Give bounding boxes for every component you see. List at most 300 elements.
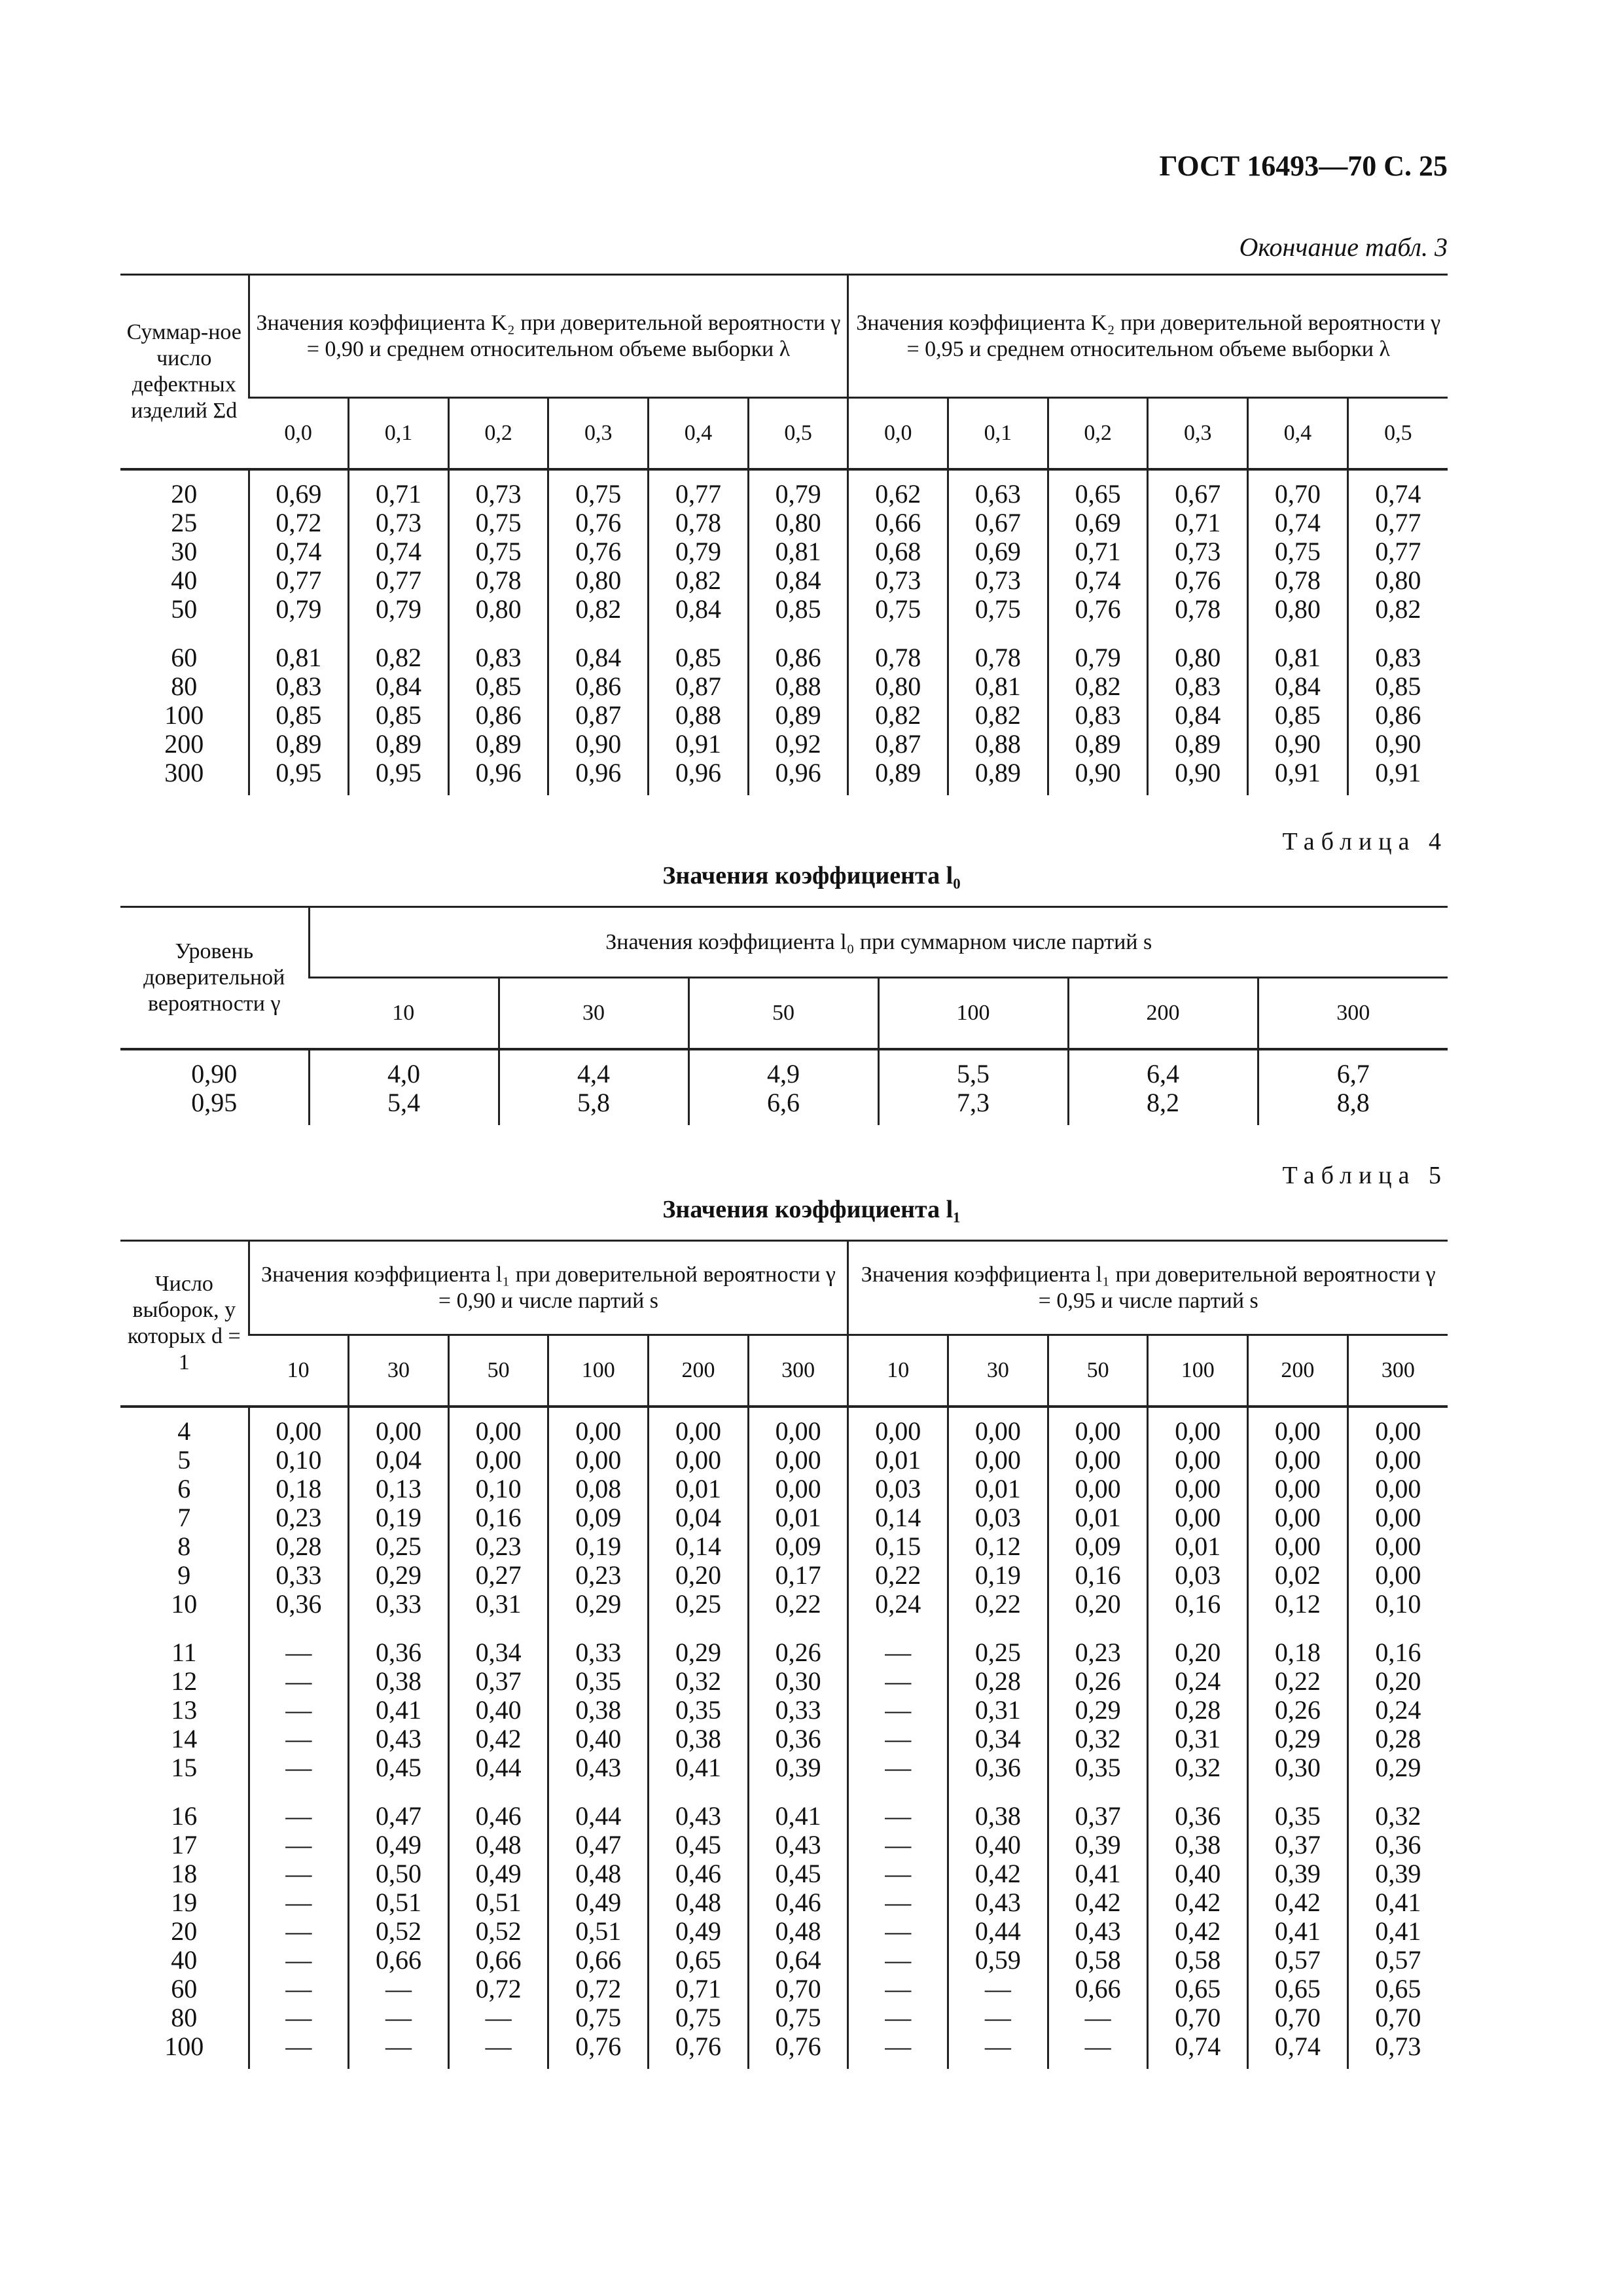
table-cell: 0,46 [448,1782,548,1831]
table4-body [120,1049,1448,1125]
table-cell: 0,57 [1347,1946,1448,1975]
table-cell: 0,33 [748,1696,848,1725]
table-cell: 0,87 [548,701,649,730]
table-cell: — [349,2032,449,2069]
table-cell: 0,16 [1048,1561,1148,1590]
table-cell: — [249,1859,349,1888]
table-cell: 0,45 [748,1859,848,1888]
table-cell: — [948,1975,1048,2003]
table-cell: 0,41 [349,1696,449,1725]
table-cell: 0,67 [1148,469,1248,509]
row-label: 15 [171,1753,198,1782]
table-row [120,1475,1448,1503]
table-cell: 4,4 [499,1049,688,1088]
table5-label: Таблица 5 [1282,1162,1448,1189]
table-cell: 0,39 [1248,1859,1348,1888]
table-cell: 0,84 [548,624,649,672]
table-row [120,469,1448,509]
table-cell: 0,81 [748,537,848,566]
table-cell: 0,83 [1347,624,1448,672]
table-cell: 0,14 [649,1532,749,1561]
table-cell: 0,73 [448,469,548,509]
table-cell: 0,12 [948,1532,1048,1561]
table3-stub-header: Суммар-ное число дефектных изделий Σd [120,275,249,470]
table5-stub-header: Число выборок, у которых d = 1 [120,1241,249,1407]
column-header: 100 [1148,1335,1248,1407]
table-cell: 0,51 [548,1917,649,1946]
table-cell: 0,71 [349,469,449,509]
row-label: 17 [171,1830,198,1859]
table-cell: 0,82 [848,701,948,730]
table-cell: 0,96 [548,759,649,795]
column-header: 0,2 [448,398,548,470]
table-cell: 0,65 [1148,1975,1248,2003]
table-cell: 0,00 [349,1407,449,1446]
table-cell: 0,32 [1347,1782,1448,1831]
table-cell: 0,68 [848,537,948,566]
table-cell: 0,15 [848,1532,948,1561]
table-row [120,1946,1448,1975]
table-cell: 0,35 [649,1696,749,1725]
table-cell: — [249,1619,349,1667]
column-header: 30 [349,1335,449,1407]
table-cell: — [848,1917,948,1946]
column-header: 300 [748,1335,848,1407]
table-cell: 0,31 [1148,1725,1248,1753]
table-cell: — [448,2003,548,2032]
table-cell: 0,89 [1048,730,1148,759]
table-row [120,1725,1448,1753]
table-cell: 0,75 [649,2003,749,2032]
table-cell: 0,38 [649,1725,749,1753]
table-cell: 0,52 [349,1917,449,1946]
table-cell: 0,79 [649,537,749,566]
row-label: 12 [171,1666,198,1696]
table-cell: 0,44 [448,1753,548,1782]
table-cell: 0,29 [1248,1725,1348,1753]
table-cell: 0,00 [1347,1475,1448,1503]
table-cell: 0,10 [448,1475,548,1503]
table-cell: 0,65 [649,1946,749,1975]
table-cell: 0,32 [1148,1753,1248,1782]
table-cell: 0,77 [1347,509,1448,537]
table-cell: 0,00 [548,1407,649,1446]
table-cell: 0,00 [1248,1532,1348,1561]
table4-title: Значения коэффициента l₀ [662,862,961,889]
table-row [120,701,1448,730]
table-cell: 0,69 [948,537,1048,566]
table-cell: 0,28 [1148,1696,1248,1725]
table-row [120,672,1448,701]
table-cell: 0,81 [1248,624,1348,672]
column-header: 100 [548,1335,649,1407]
table-cell: 0,29 [649,1619,749,1667]
table-cell: — [349,2003,449,2032]
table-cell: 0,41 [1347,1917,1448,1946]
table-cell: 6,4 [1068,1049,1258,1088]
table-cell: 0,59 [948,1946,1048,1975]
table-cell: — [249,2032,349,2069]
table-cell: — [848,1619,948,1667]
table-cell: 0,84 [1148,701,1248,730]
table-cell: 0,76 [548,2032,649,2069]
table-cell: 0,03 [1148,1561,1248,1590]
table-cell: 0,84 [748,566,848,595]
table-cell: — [249,1975,349,2003]
column-header: 300 [1258,978,1448,1050]
table-cell: 0,22 [948,1590,1048,1619]
row-label: 25 [171,508,198,537]
table-cell: 0,24 [848,1590,948,1619]
table-cell: 0,80 [448,595,548,624]
table-cell: 0,82 [1347,595,1448,624]
table-cell: 0,73 [1347,2032,1448,2069]
table3-subheader-row [120,398,1448,470]
row-label: 9 [177,1560,191,1590]
column-header: 0,3 [1148,398,1248,470]
table-row [120,759,1448,795]
table-cell: 0,42 [1148,1917,1248,1946]
table-cell: 0,90 [1148,759,1248,795]
table-cell: — [249,1667,349,1696]
table-cell: 0,37 [1048,1782,1148,1831]
table-cell: 0,49 [649,1917,749,1946]
table4-group-header: Значения коэффициента l₀ при суммарном числе партий s [309,907,1448,978]
table-cell: 0,09 [1048,1532,1148,1561]
table-cell: 0,02 [1248,1561,1348,1590]
table-cell: 0,36 [249,1590,349,1619]
column-header: 0,4 [649,398,749,470]
table-cell: 0,00 [1148,1475,1248,1503]
column-header: 0,5 [1347,398,1448,470]
row-label: 0,95 [191,1088,238,1117]
table-row [120,1917,1448,1946]
table-cell: 0,80 [1148,624,1248,672]
table-cell: 0,36 [1148,1782,1248,1831]
table-cell: 0,36 [1347,1831,1448,1859]
table-row [120,730,1448,759]
table-cell: 0,19 [948,1561,1048,1590]
column-header: 30 [948,1335,1048,1407]
table-cell: 0,42 [1248,1888,1348,1917]
row-label: 6 [177,1474,191,1503]
table-cell: 0,50 [349,1859,449,1888]
table-cell: 0,00 [948,1446,1048,1475]
table-row [120,2032,1448,2069]
table-cell: 0,34 [948,1725,1048,1753]
table-cell: 0,74 [1248,2032,1348,2069]
table-cell: 0,23 [448,1532,548,1561]
table-cell: — [448,2032,548,2069]
table-cell: 0,00 [1347,1446,1448,1475]
row-label: 13 [171,1695,198,1725]
table-cell: 0,43 [548,1753,649,1782]
table-cell: 0,10 [1347,1590,1448,1619]
table-cell: 0,40 [1148,1859,1248,1888]
table-cell: 0,19 [349,1503,449,1532]
column-header: 200 [649,1335,749,1407]
table-cell: 0,20 [1347,1667,1448,1696]
table-cell: 0,81 [948,672,1048,701]
table4 [120,906,1448,1125]
table-cell: — [848,1859,948,1888]
table-cell: — [249,1696,349,1725]
table-cell: 0,70 [1148,2003,1248,2032]
table-cell: 0,41 [748,1782,848,1831]
table-cell: 0,66 [1048,1975,1148,2003]
table-cell: 0,01 [1148,1532,1248,1561]
table-cell: 0,41 [1248,1917,1348,1946]
table-row [120,1696,1448,1725]
table-cell: 0,96 [448,759,548,795]
table-cell: — [848,1975,948,2003]
table-cell: — [249,1888,349,1917]
table-cell: 0,77 [649,469,749,509]
table-cell: 0,85 [349,701,449,730]
table-cell: 0,78 [448,566,548,595]
row-label: 18 [171,1859,198,1888]
table-cell: 0,00 [1148,1446,1248,1475]
table-cell: 0,72 [249,509,349,537]
table-cell: 0,00 [748,1407,848,1446]
table-cell: 0,49 [548,1888,649,1917]
table-cell: 0,41 [1048,1859,1148,1888]
table-cell: 0,41 [1347,1888,1448,1917]
table-cell: 0,70 [1347,2003,1448,2032]
table-cell: 0,00 [1248,1475,1348,1503]
table-cell: 0,10 [249,1446,349,1475]
table-cell: 0,42 [448,1725,548,1753]
table-cell: 0,00 [1347,1532,1448,1561]
table-cell: 0,85 [1248,701,1348,730]
table-cell: 0,17 [748,1561,848,1590]
column-header: 50 [1048,1335,1148,1407]
table5-title: Значения коэффициента l₁ [662,1196,961,1223]
table-cell: 0,09 [548,1503,649,1532]
table-cell: 0,79 [249,595,349,624]
table-cell: 0,01 [1048,1503,1148,1532]
table-cell: — [848,1696,948,1725]
table-cell: 0,22 [1248,1667,1348,1696]
table-cell: 0,16 [448,1503,548,1532]
table-cell: 0,84 [1248,672,1348,701]
table-cell: 8,8 [1258,1088,1448,1125]
table-cell: 0,39 [1347,1859,1448,1888]
table-cell: 0,41 [649,1753,749,1782]
table-cell: 0,36 [948,1753,1048,1782]
table-row [120,2003,1448,2032]
table-cell: 0,75 [948,595,1048,624]
table-cell: 0,85 [448,672,548,701]
table-cell: 0,00 [1048,1475,1148,1503]
table-row [120,624,1448,672]
table-cell: 0,42 [1148,1888,1248,1917]
column-header: 0,0 [249,398,349,470]
table3-continuation-label: Окончание табл. 3 [1239,232,1448,262]
table-cell: 0,47 [349,1782,449,1831]
table-cell: — [1048,2032,1148,2069]
column-header: 0,3 [548,398,649,470]
table-cell: 6,7 [1258,1049,1448,1088]
table-cell: 0,37 [1248,1831,1348,1859]
table-cell: 0,40 [948,1831,1048,1859]
table-row [120,1561,1448,1590]
table-cell: 0,65 [1048,469,1148,509]
table-cell: 0,64 [748,1946,848,1975]
table5-body [120,1407,1448,2069]
table-cell: 0,38 [1148,1831,1248,1859]
table-cell: 0,71 [1048,537,1148,566]
table-row [120,1831,1448,1859]
table-cell: 0,82 [349,624,449,672]
table-cell: 0,83 [249,672,349,701]
table-cell: 0,43 [649,1782,749,1831]
table-cell: 0,77 [249,566,349,595]
table-cell: 0,91 [649,730,749,759]
table-row [120,1888,1448,1917]
row-label: 40 [171,565,198,595]
table-cell: — [249,1782,349,1831]
table-cell: 0,74 [1048,566,1148,595]
table-cell: 0,01 [649,1475,749,1503]
table-cell: 0,78 [848,624,948,672]
table-cell: 0,00 [548,1446,649,1475]
table-cell: 0,45 [349,1753,449,1782]
table-cell: 0,38 [948,1782,1048,1831]
table4-stub-header: Уровень доверительной вероятности γ [120,907,309,1050]
table-cell: 0,48 [548,1859,649,1888]
table-cell: — [848,1753,948,1782]
table-cell: 0,83 [1048,701,1148,730]
table-cell: 0,00 [1248,1407,1348,1446]
table-cell: — [848,1782,948,1831]
table-cell: 0,85 [1347,672,1448,701]
table-cell: 0,40 [448,1696,548,1725]
table-cell: 0,00 [448,1407,548,1446]
table-row [120,1590,1448,1619]
table-row [120,1667,1448,1696]
table-cell: 0,75 [748,2003,848,2032]
table-cell: 0,92 [748,730,848,759]
table-cell: 0,76 [548,537,649,566]
table-cell: 0,58 [1148,1946,1248,1975]
table-cell: 0,75 [448,537,548,566]
table-cell: 0,70 [1248,2003,1348,2032]
table-cell: — [249,1831,349,1859]
row-label: 4 [177,1416,191,1446]
table-cell: 0,78 [1148,595,1248,624]
table-cell: — [948,2032,1048,2069]
table-cell: 0,87 [649,672,749,701]
table-cell: 0,26 [1048,1667,1148,1696]
table-cell: 0,43 [748,1831,848,1859]
column-header: 10 [309,978,499,1050]
column-header: 0,4 [1248,398,1348,470]
table-cell: 0,84 [349,672,449,701]
table-cell: 0,78 [1248,566,1348,595]
table-cell: — [249,1725,349,1753]
table-cell: 0,66 [548,1946,649,1975]
column-header: 0,5 [748,398,848,470]
table-cell: 0,00 [1248,1503,1348,1532]
table-cell: 0,42 [948,1859,1048,1888]
row-label: 50 [171,594,198,624]
table-cell: 8,2 [1068,1088,1258,1125]
table-cell: 0,89 [848,759,948,795]
table-row [120,1753,1448,1782]
table-cell: 0,00 [1048,1407,1148,1446]
table-cell: 0,00 [1347,1503,1448,1532]
table-cell: — [848,1725,948,1753]
table-cell: 0,19 [548,1532,649,1561]
table-cell: 0,00 [1048,1446,1148,1475]
table-cell: 0,40 [548,1725,649,1753]
table-cell: 0,74 [1347,469,1448,509]
table-row [120,1532,1448,1561]
table-cell: 7,3 [878,1088,1068,1125]
row-label: 11 [171,1638,197,1667]
table4-label: Таблица 4 [1282,828,1448,855]
table-cell: 0,28 [1347,1725,1448,1753]
page-header: ГОСТ 16493—70 С. 25 [1159,150,1448,182]
table-cell: 0,23 [548,1561,649,1590]
table-cell: 0,73 [349,509,449,537]
table-cell: 0,35 [548,1667,649,1696]
row-label: 40 [171,1945,198,1975]
table-cell: 0,09 [748,1532,848,1561]
row-label: 30 [171,537,198,566]
table-cell: 0,80 [548,566,649,595]
table-cell: 0,00 [649,1446,749,1475]
row-label: 100 [164,2032,204,2061]
table-cell: 0,70 [1248,469,1348,509]
table-row [120,1446,1448,1475]
table-cell: 0,66 [448,1946,548,1975]
table-cell: 0,86 [1347,701,1448,730]
row-label: 80 [171,672,198,701]
table-cell: 0,89 [1148,730,1248,759]
table-cell: 0,03 [848,1475,948,1503]
table3-body [120,469,1448,795]
table-cell: 0,86 [448,701,548,730]
table-row [120,1088,1448,1125]
table-cell: 0,88 [948,730,1048,759]
table-cell: 0,51 [448,1888,548,1917]
table-row [120,595,1448,624]
table-cell: 0,89 [448,730,548,759]
table-cell: — [848,1831,948,1859]
row-label: 14 [171,1724,198,1753]
table-cell: 0,28 [948,1667,1048,1696]
table-cell: 0,86 [748,624,848,672]
table-cell: 0,80 [848,672,948,701]
table-cell: 0,95 [349,759,449,795]
table-cell: 0,32 [649,1667,749,1696]
table-cell: 0,63 [948,469,1048,509]
table-row [120,509,1448,537]
table-cell: 0,72 [448,1975,548,2003]
table-cell: 0,74 [1148,2032,1248,2069]
table-cell: 0,33 [249,1561,349,1590]
row-label: 300 [164,758,204,787]
table-cell: 0,00 [1148,1503,1248,1532]
table-cell: 0,30 [748,1667,848,1696]
table-cell: 0,18 [1248,1619,1348,1667]
table-cell: 0,65 [1248,1975,1348,2003]
table-cell: 0,36 [349,1619,449,1667]
table-cell: 0,75 [548,469,649,509]
table-cell: 0,03 [948,1503,1048,1532]
